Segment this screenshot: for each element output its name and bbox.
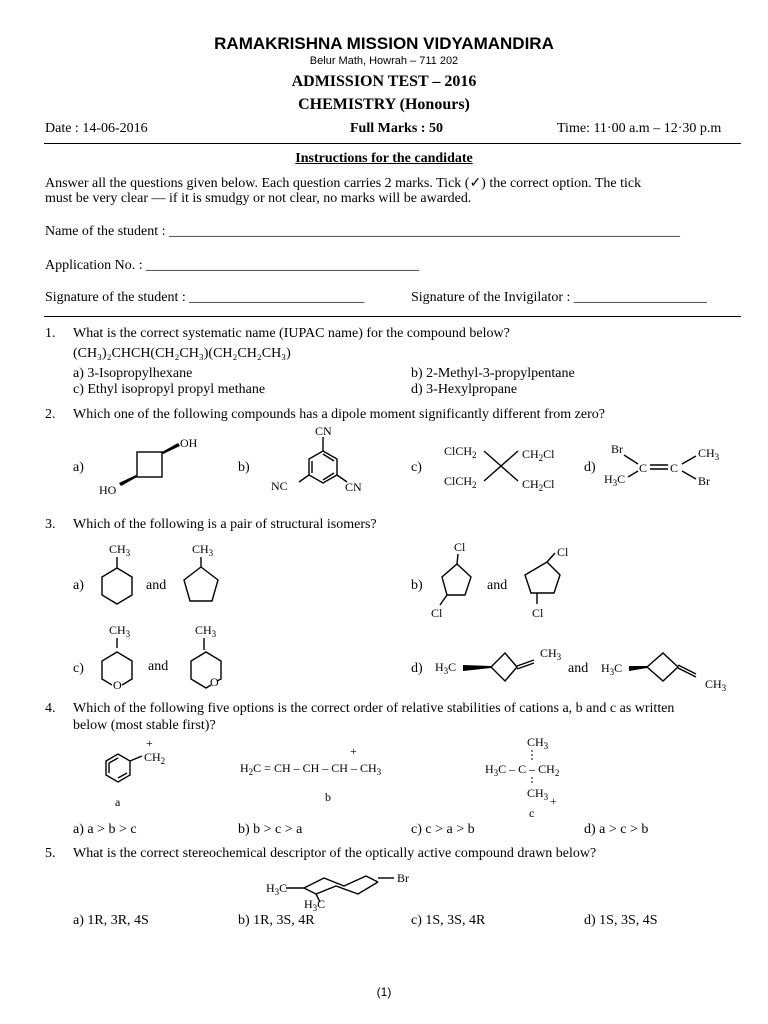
q3-option-b[interactable]: b) [411, 578, 423, 593]
q5-text: What is the correct stereochemical descriptor of the optically active compound drawn below? [73, 846, 597, 861]
svg-text:+: + [550, 794, 557, 808]
svg-text:Cl: Cl [454, 540, 466, 554]
q4-option-c[interactable]: c) c > a > b [411, 822, 475, 837]
test-time: Time: 11·00 a.m – 12·30 p.m [557, 121, 722, 136]
svg-text:H2C = CH – CH – CH – CH3: $H_2C$ = CH – CH – CH – $CH_3$ [240, 761, 382, 777]
instructions-title: Instructions for the candidate [295, 151, 473, 166]
student-name-field: Name of the student : _________________________________________________________________________ [45, 224, 681, 239]
svg-text:CH3: $CH_3$ [698, 446, 720, 462]
q3d-ethylidene-methylcyclobutane-2-structure [601, 645, 741, 700]
q3c-4-methyloxane-structure [95, 620, 145, 695]
q1-text: What is the correct systematic name (IUPAC name) for the compound below? [73, 326, 510, 341]
svg-text:CH2Cl: $CH_2Cl$ [522, 477, 555, 493]
q3a-methylcyclohexane-structure [95, 540, 145, 610]
q1-formula: (CH₃)₂CHCH(CH₂CH₃)(CH₂CH₂CH₃) [73, 346, 291, 361]
header-divider [44, 143, 741, 144]
svg-text:OH: OH [180, 436, 198, 450]
svg-text:Br: Br [611, 442, 623, 456]
q3d-and: and [568, 661, 589, 676]
test-date: Date : 14-06-2016 [45, 121, 148, 136]
subject-title: CHEMISTRY (Honours) [298, 96, 470, 113]
svg-text:CH3: $CH_3$ [195, 623, 217, 639]
svg-text:CH3: $CH_3$ [109, 542, 131, 558]
q4-text-line-1: Which of the following five options is the correct order of relative stabilities of cations a, b and c as written [73, 701, 675, 716]
application-number-field: Application No. : _______________________________________ [45, 258, 420, 273]
q3b-and: and [487, 578, 508, 593]
svg-text:C: C [639, 461, 648, 475]
svg-text:H3C: $H_3C$ [304, 897, 326, 912]
svg-text:CH3: $CH_3$ [527, 735, 549, 751]
svg-text:+: + [146, 740, 153, 750]
q4-number: 4. [45, 701, 56, 716]
svg-text:HO: HO [99, 483, 117, 497]
svg-text:CH3: $CH_3$ [192, 542, 214, 558]
svg-text:a: a [115, 795, 121, 809]
q2-number: 2. [45, 407, 56, 422]
q2-option-b[interactable]: b) [238, 460, 250, 475]
svg-text:ClCH2: ClCH$_2$ [444, 474, 477, 490]
q3c-3-methyloxane-structure [180, 620, 235, 695]
student-signature-field: Signature of the student : _________________________ [45, 290, 365, 305]
q4a-benzyl-cation-structure [98, 740, 188, 810]
svg-text:C: C [670, 461, 679, 475]
q3b-13-dichlorocyclopentane-structure [425, 537, 477, 622]
svg-text:CH3: $CH_3$ [109, 623, 131, 639]
svg-text:CH3: $CH_3$ [705, 677, 727, 693]
q2-option-c[interactable]: c) [411, 460, 422, 475]
test-title: ADMISSION TEST – 2016 [291, 73, 477, 90]
institution-name: RAMAKRISHNA MISSION VIDYAMANDIRA [214, 34, 554, 53]
svg-text:NC: NC [271, 479, 288, 493]
q1-option-c[interactable]: c) Ethyl isopropyl propyl methane [73, 382, 266, 397]
q5-number: 5. [45, 846, 56, 861]
institution-address: Belur Math, Howrah – 711 202 [309, 55, 459, 67]
svg-text:Cl: Cl [557, 545, 569, 559]
q4-option-b[interactable]: b) b > c > a [238, 822, 303, 837]
svg-text:O: O [113, 678, 122, 692]
svg-text:H3C: $H_3C$ [601, 661, 623, 677]
q3d-ethylidene-methylcyclobutane-structure [433, 640, 568, 700]
full-marks: Full Marks : 50 [350, 121, 443, 136]
instructions-line-2: must be very clear — if it is smudgy or not clear, no marks will be awarded. [45, 191, 472, 206]
q3-number: 3. [45, 517, 56, 532]
svg-text:Br: Br [397, 871, 409, 885]
q1-number: 1. [45, 326, 56, 341]
q2-option-d[interactable]: d) [584, 460, 596, 475]
q5-option-c[interactable]: c) 1S, 3S, 4R [411, 913, 486, 928]
svg-text:+: + [350, 748, 357, 758]
q4-option-d[interactable]: d) a > c > b [584, 822, 649, 837]
q3a-and: and [146, 578, 167, 593]
q2a-cyclobutanediol-structure [95, 425, 215, 500]
svg-text:H3C – C – CH2: $H_3C$ – C – $CH_2$ [485, 762, 560, 778]
svg-text:CN: CN [315, 424, 332, 438]
q2d-dibromobutene-structure [600, 440, 740, 495]
svg-text:CN: CN [345, 480, 362, 494]
q3-text: Which of the following is a pair of structural isomers? [73, 517, 377, 532]
q5-option-a[interactable]: a) 1R, 3R, 4S [73, 913, 149, 928]
q3-option-a[interactable]: a) [73, 578, 84, 593]
q4-option-a[interactable]: a) a > b > c [73, 822, 137, 837]
svg-text:Cl: Cl [431, 606, 443, 620]
svg-text:H3C: $H_3C$ [604, 472, 626, 488]
q3-option-c[interactable]: c) [73, 661, 84, 676]
q3c-and: and [148, 659, 169, 674]
q2b-tricyanobenzene-structure [265, 423, 385, 503]
instructions-divider [44, 316, 741, 317]
q5-chair-cyclohexane-structure [262, 864, 422, 912]
invigilator-signature-field: Signature of the Invigilator : ___________________ [411, 290, 707, 305]
page-number: (1) [376, 985, 392, 999]
q3b-13-dichlorocyclopentane-2-structure [517, 537, 577, 622]
q1-option-b[interactable]: b) 2-Methyl-3-propylpentane [411, 366, 575, 381]
q4-text-line-2: below (most stable first)? [73, 718, 216, 733]
svg-text:CH3: $CH_3$ [527, 786, 549, 802]
q5-option-d[interactable]: d) 1S, 3S, 4S [584, 913, 658, 928]
q4b-allylic-cation-structure [238, 748, 438, 808]
svg-text:CH3: $CH_3$ [540, 646, 562, 662]
q4c-tert-butyl-cation-structure [483, 733, 593, 823]
q1-option-a[interactable]: a) 3-Isopropylhexane [73, 366, 193, 381]
svg-text:CH2: $CH_2$ [144, 750, 166, 766]
q5-option-b[interactable]: b) 1R, 3S, 4R [238, 913, 315, 928]
svg-text:O: O [210, 675, 219, 689]
svg-text:H3C: $H_3C$ [266, 881, 288, 897]
q2-option-a[interactable]: a) [73, 460, 84, 475]
q2-text: Which one of the following compounds has a dipole moment significantly different from zero? [73, 407, 605, 422]
instructions-line-1: Answer all the questions given below. Each question carries 2 marks. Tick (✓) the correct option. The tick [45, 176, 642, 191]
q1-option-d[interactable]: d) 3-Hexylpropane [411, 382, 518, 397]
svg-text:CH2Cl: $CH_2Cl$ [522, 447, 555, 463]
svg-text:ClCH2: ClCH$_2$ [444, 444, 477, 460]
svg-text:c: c [529, 806, 535, 820]
svg-text:b: b [325, 790, 331, 804]
q3a-methylcyclopentane-structure [178, 540, 228, 610]
svg-text:H3C: $H_3C$ [435, 660, 457, 676]
q3-option-d[interactable]: d) [411, 661, 423, 676]
svg-text:Br: Br [698, 474, 710, 488]
svg-text:Cl: Cl [532, 606, 544, 620]
q2c-tetrakis-chloromethyl-methane-structure [440, 438, 570, 496]
